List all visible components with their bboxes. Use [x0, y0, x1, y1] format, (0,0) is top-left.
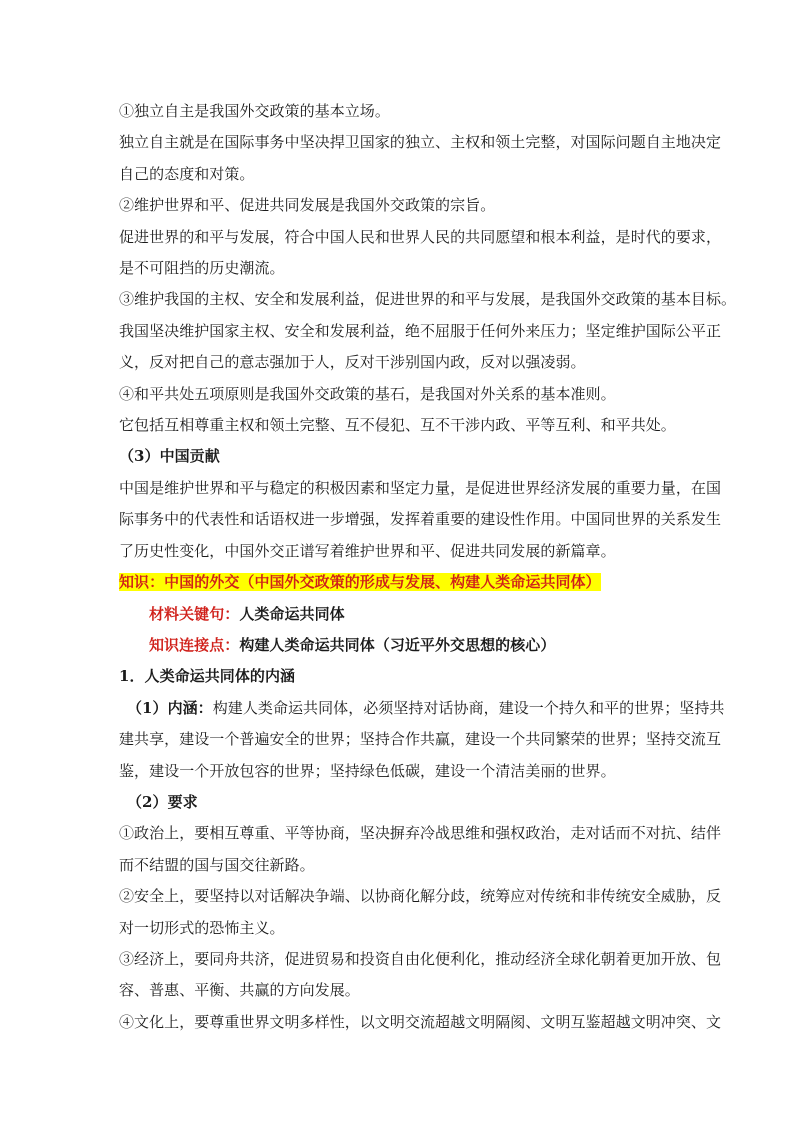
connotation-text: 构建人类命运共同体，必须坚持对话协商，建设一个持久和平的世界；坚持共 — [212, 698, 725, 717]
document-page — [119, 96, 737, 1038]
subsection-heading: （3）中国贡献 — [119, 447, 220, 466]
section-heading: 1．人类命运共同体的内涵 — [119, 667, 296, 686]
paragraph-line: ③经济上，要同舟共济，促进贸易和投资自由化便利化，推动经济全球化朝着更加开放、包 — [119, 949, 722, 968]
paragraph-line: 义，反对把自己的意志强加于人，反对干涉别国内政，反对以强凌弱。 — [119, 353, 586, 372]
paragraph-line: 了历史性变化，中国外交正谱写着维护世界和平、促进共同发展的新篇章。 — [119, 541, 616, 560]
knowledge-connection — [119, 630, 685, 661]
paragraph-line: ①独立自主是我国外交政策的基本立场。 — [119, 102, 390, 120]
paragraph-line: ③维护我国的主权、安全和发展利益，促进世界的和平与发展，是我国外交政策的基本目标。 — [119, 290, 737, 309]
paragraph-line: 对一切形式的恐怖主义。 — [119, 918, 285, 937]
paragraph-line: 中国是维护世界和平与稳定的积极因素和坚定力量，是促进世界经济发展的重要力量，在国 — [119, 478, 722, 497]
material-text: 人类命运共同体 — [239, 604, 345, 623]
paragraph-line: 际事务中的代表性和话语权进一步增强，发挥着重要的建设性作用。中国同世界的关系发生 — [119, 510, 722, 529]
paragraph-line: 容、普惠、平衡、共赢的方向发展。 — [119, 981, 360, 1000]
paragraph-line: 独立自主就是在国际事务中坚决捍卫国家的独立、主权和领土完整，对国际问题自主地决定 — [119, 133, 722, 152]
connection-text: 构建人类命运共同体（习近平外交思想的核心） — [239, 635, 556, 654]
requirements-heading: （2）要求 — [127, 792, 198, 811]
knowledge-heading: 知识：中国的外交（中国外交政策的形成与发展、构建人类命运共同体） — [119, 573, 601, 592]
paragraph-line: ④文化上，要尊重世界文明多样性，以文明交流超越文明隔阂、文明互鉴超越文明冲突、文 — [119, 1012, 722, 1031]
paragraph-line: ④和平共处五项原则是我国外交政策的基石，是我国对外关系的基本准则。 — [119, 384, 616, 403]
connection-label: 知识连接点： — [149, 635, 240, 654]
connotation-label: （1）内涵： — [127, 698, 213, 717]
paragraph-line: 我国坚决维护国家主权、安全和发展利益，绝不屈服于任何外来压力；坚定维护国际公平正 — [119, 321, 722, 340]
paragraph-line: 它包括互相尊重主权和领土完整、互不侵犯、互不干涉内政、平等互利、和平共处。 — [119, 416, 676, 435]
paragraph-line: 促进世界的和平与发展，符合中国人民和世界人民的共同愿望和根本利益，是时代的要求， — [119, 227, 722, 246]
paragraph-line: ①政治上，要相互尊重、平等协商，坚决摒弃冷战思维和强权政治，走对话而不对抗、结伴 — [119, 824, 722, 843]
paragraph-line: ②安全上，要坚持以对话解决争端、以协商化解分歧，统筹应对传统和非传统安全威胁，反 — [119, 887, 722, 906]
paragraph-line: ②维护世界和平、促进共同发展是我国外交政策的宗旨。 — [119, 196, 496, 215]
paragraph-line: 自己的态度和对策。 — [119, 164, 255, 183]
knowledge-heading-row — [119, 567, 685, 598]
material-label: 材料关键句： — [149, 604, 240, 623]
paragraph-line: 而不结盟的国与国交往新路。 — [119, 855, 315, 874]
paragraph-line: 鉴，建设一个开放包容的世界；坚持绿色低碳，建设一个清洁美丽的世界。 — [119, 761, 616, 780]
material-key-sentence — [119, 599, 685, 630]
paragraph-line: 建共享，建设一个普遍安全的世界；坚持合作共赢，建设一个共同繁荣的世界；坚持交流互 — [119, 730, 722, 749]
connotation-line — [119, 693, 725, 724]
paragraph-line: 是不可阻挡的历史潮流。 — [119, 259, 285, 278]
